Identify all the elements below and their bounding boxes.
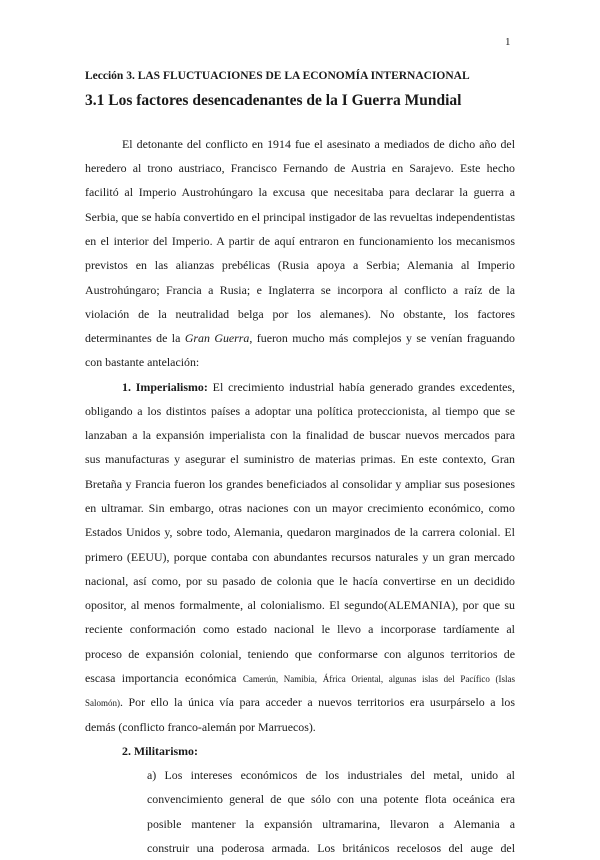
text-line: con bastante antelación: bbox=[85, 355, 200, 369]
text-line: previstos en las alianzas prebélicas (Rusia apoya a Serbia; Alemania al Imperio bbox=[85, 258, 515, 272]
text-line bbox=[85, 326, 515, 350]
text-span: , fueron mucho más complejos y se venían fraguando bbox=[249, 331, 515, 345]
small-text: Salomón) bbox=[85, 698, 120, 708]
text-line: convencimiento general de que sólo con una potente flota oceánica era bbox=[147, 792, 515, 806]
text-line: facilitó al Imperio Austrohúngaro la excusa que necesitaba para declarar la guerra a bbox=[85, 185, 515, 199]
text-line: lanzaban a la expansión imperialista con la finalidad de buscar nuevos mercados para bbox=[85, 428, 515, 442]
text-line: El detonante del conflicto en 1914 fue el asesinato a mediados de dicho año del bbox=[122, 137, 515, 151]
text-line: opositor, al menos formalmente, al colonialismo. El segundo(ALEMANIA), por que su bbox=[85, 598, 515, 612]
section-title: 3.1 Los factores desencadenantes de la I Guerra Mundial bbox=[85, 92, 462, 109]
text-span: escasa importancia económica bbox=[85, 671, 243, 685]
text-line: violación de la neutralidad belga por los alemanes). No obstante, los factores bbox=[85, 307, 515, 321]
text-span: . Por ello la única vía para acceder a nuevos territorios era usurpárselo a los bbox=[120, 695, 515, 709]
text-line: Estados Unidos y, sobre todo, Alemania, quedaron marginados de la carrera colonial. El bbox=[85, 525, 515, 539]
page-number: 1 bbox=[505, 36, 511, 48]
text-line: nacional, así como, por su pasado de colonia que le hacía convertirse en un decidido bbox=[85, 574, 515, 588]
text-span: El crecimiento industrial había generado grandes excedentes, bbox=[207, 380, 515, 394]
text-line: demás (conflicto franco-alemán por Marruecos). bbox=[85, 720, 316, 734]
text-line: a) Los intereses económicos de los industriales del metal, unido al bbox=[147, 768, 515, 782]
text-line: Serbia, que se había convertido en el principal instigador de las revueltas independentistas bbox=[85, 210, 515, 224]
imperialism-heading: 1. Imperialismo: bbox=[122, 380, 208, 394]
text-line: en el interior del Imperio. A partir de aquí entraron en funcionamiento los mecanismos bbox=[85, 234, 515, 248]
text-span: determinantes de la bbox=[85, 331, 185, 345]
text-line bbox=[85, 375, 515, 399]
small-text: Camerún, Namibia, África Oriental, algunas islas del Pacífico (Islas bbox=[242, 674, 515, 684]
text-line: sus manufacturas y asegurar el suministro de materias primas. En este contexto, Gran bbox=[85, 452, 515, 466]
text-line: obligando a los distintos países a adoptar una política proteccionista, al tiempo que se bbox=[85, 404, 515, 418]
italic-term: Gran Guerra bbox=[184, 331, 250, 345]
text-line: proceso de expansión colonial, teniendo que conformarse con algunos territorios de bbox=[85, 647, 515, 661]
text-line: Bretaña y Francia fueron los grandes beneficiados al consolidar y ampliar sus posesiones bbox=[85, 477, 515, 491]
text-line bbox=[85, 666, 515, 690]
text-line: heredero al trono austriaco, Francisco Fernando de Austria en Sarajevo. Este hecho bbox=[85, 161, 515, 175]
text-line bbox=[85, 690, 515, 714]
text-line: Austrohúngaro; Francia a Rusia; e Inglaterra se incorpora al conflicto a raíz de la bbox=[85, 283, 515, 297]
lesson-title: Lección 3. LAS FLUCTUACIONES DE LA ECONOMÍA INTERNACIONAL bbox=[85, 70, 470, 82]
text-line: primero (EEUU), porque contaba con abundantes recursos naturales y un gran mercado bbox=[85, 550, 515, 564]
militarism-heading: 2. Militarismo: bbox=[122, 744, 198, 758]
text-line: reciente conformación como estado nacional le llevo a incorporase tardíamente al bbox=[85, 622, 515, 636]
text-line: posible mantener la expansión ultramarina, llevaron a Alemania a bbox=[147, 817, 515, 831]
text-line: en ultramar. Sin embargo, otras naciones con un mayor crecimiento económico, como bbox=[85, 501, 515, 515]
text-line: construir una poderosa armada. Los británicos recelosos del auge del bbox=[147, 841, 515, 855]
